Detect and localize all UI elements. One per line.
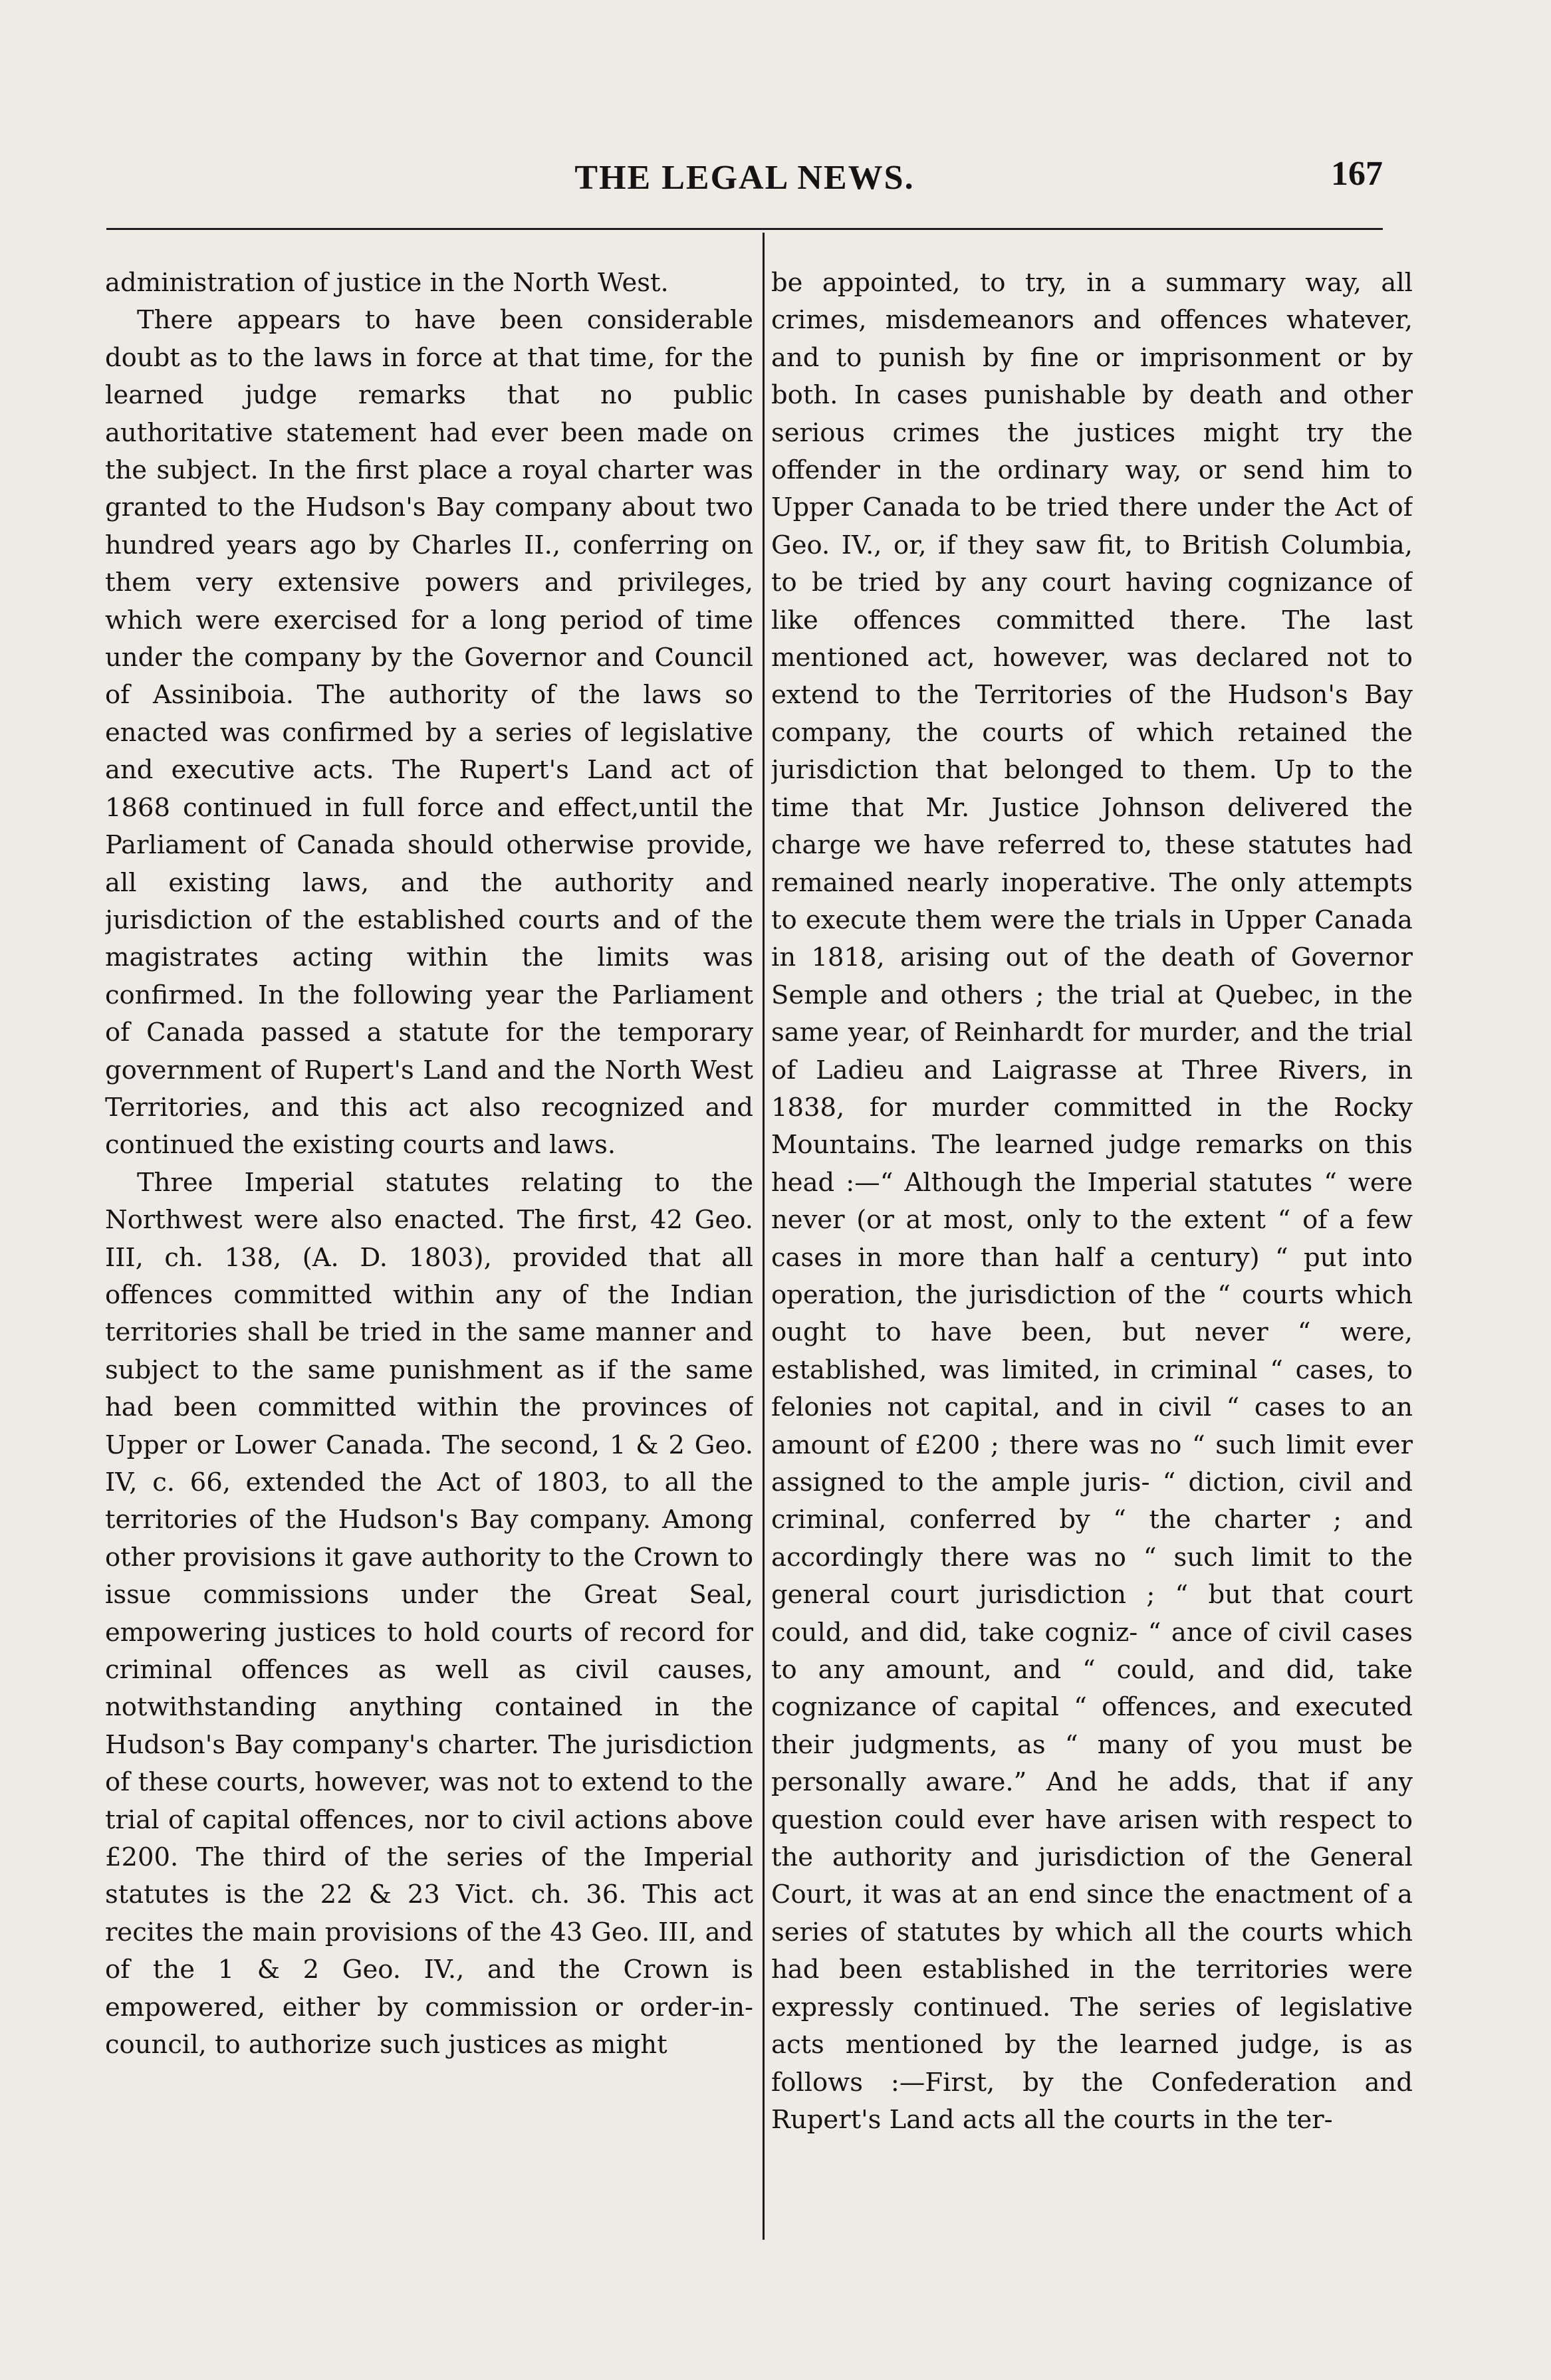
journal-title: THE LEGAL NEWS. [574, 159, 915, 197]
header-rule [106, 228, 1383, 230]
paragraph: There appears to have been considerable doubt as to the laws in force at that time, for the learned judge remarks that no public authoritative statement had ever been made on the subject. In the first place a royal charter was granted to the Hudson's Bay company about two hundred years ago by Charles II., conferring on them very extensive powers and privileges, which were exercised for a long period of time under the company by the Governor and Council of Assiniboia. The authority of the laws so enacted was confirmed by a series of legislative and executive acts. The Rupert's Land act of 1868 continued in full force and effect,until the Parliament of Canada should otherwise provide, all existing laws, and the authority and jurisdiction of the established courts and of the magistrates acting within the limits was confirmed. In the following year the Parliament of Canada passed a statute for the temporary government of Rupert's Land and the North West Territories, and this act also recognized and continued the existing courts and laws. [105, 305, 753, 1160]
paragraph: Three Imperial statutes relating to the Northwest were also enacted. The first, 42 Geo. III, ch. 138, (A. D. 1803), provided that all offences committed within any of the Indian territories shall be tried in the same manner and subject to the same punishment as if the same had been committed within the provinces of Upper or Lower Canada. The second, 1 & 2 Geo. IV, c. 66, extended the Act of 1803, to all the territories of the Hudson's Bay company. Among other provisions it gave authority to the Crown to issue commissions under the Great Seal, empowering justices to hold courts of record for criminal offences as well as civil causes, notwithstanding anything contained in the Hudson's Bay company's charter. The jurisdiction of these courts, however, was not to extend to the trial of capital offences, nor to civil actions above £200. The third of the series of the Imperial statutes is the 22 & 23 Vict. ch. 36. This act recites the main provisions of the 43 Geo. III, and of the 1 & 2 Geo. IV., and the Crown is empowered, either by commission or order-in-council, to authorize such justices as might [105, 1167, 753, 2060]
page-number: 167 [1331, 155, 1383, 193]
left-column [105, 265, 753, 2258]
right-column [771, 265, 1413, 2258]
paragraph: be appointed, to try, in a summary way, all crimes, misdemeanors and offences whatever, and to punish by fine or imprisonment or by both. In cases punishable by death and other serious crimes the justices might try the offender in the ordinary way, or send him to Upper Canada to be tried there under the Act of Geo. IV., or, if they saw fit, to British Columbia, to be tried by any court having cognizance of like offences committed there. The last mentioned act, however, was declared not to extend to the Territories of the Hudson's Bay company, the courts of which retained the jurisdiction that belonged to them. Up to the time that Mr. Justice Johnson delivered the charge we have referred to, these statutes had remained nearly inoperative. The only attempts to execute them were the trials in Upper Canada in 1818, arising out of the death of Governor Semple and others ; the trial at Quebec, in the same year, of Reinhardt for murder, and the trial of Ladieu and Laigrasse at Three Rivers, in 1838, for murder committed in the Rocky Mountains. The learned judge remarks on this head :—“ Although the Imperial statutes “ were never (or at most, only to the extent “ of a few cases in more than half a century) “ put into operation, the jurisdiction of the “ courts which ought to have been, but never “ were, established, was limited, in criminal “ cases, to felonies not capital, and in civil “ cases to an amount of £200 ; there was no “ such limit ever assigned to the ample juris- “ diction, civil and criminal, conferred by “ the charter ; and accordingly there was no “ such limit to the general court jurisdiction ; “ but that court could, and did, take cogniz- “ ance of civil cases to any amount, and “ could, and did, take cognizance of capital “ offences, and executed their judgments, as “ many of you must be personally aware.” And he adds, that if any question could ever have arisen with respect to the authority and jurisdiction of the General Court, it was at an end since the enactment of a series of statutes by which all the courts which had been established in the territories were expressly continued. The series of legislative acts mentioned by the learned judge, is as follows :—First, by the Confederation and Rupert's Land acts all the courts in the ter- [771, 268, 1413, 2135]
column-divider [763, 233, 765, 2240]
running-head [106, 155, 1383, 205]
paragraph: administration of justice in the North West. [105, 268, 669, 298]
